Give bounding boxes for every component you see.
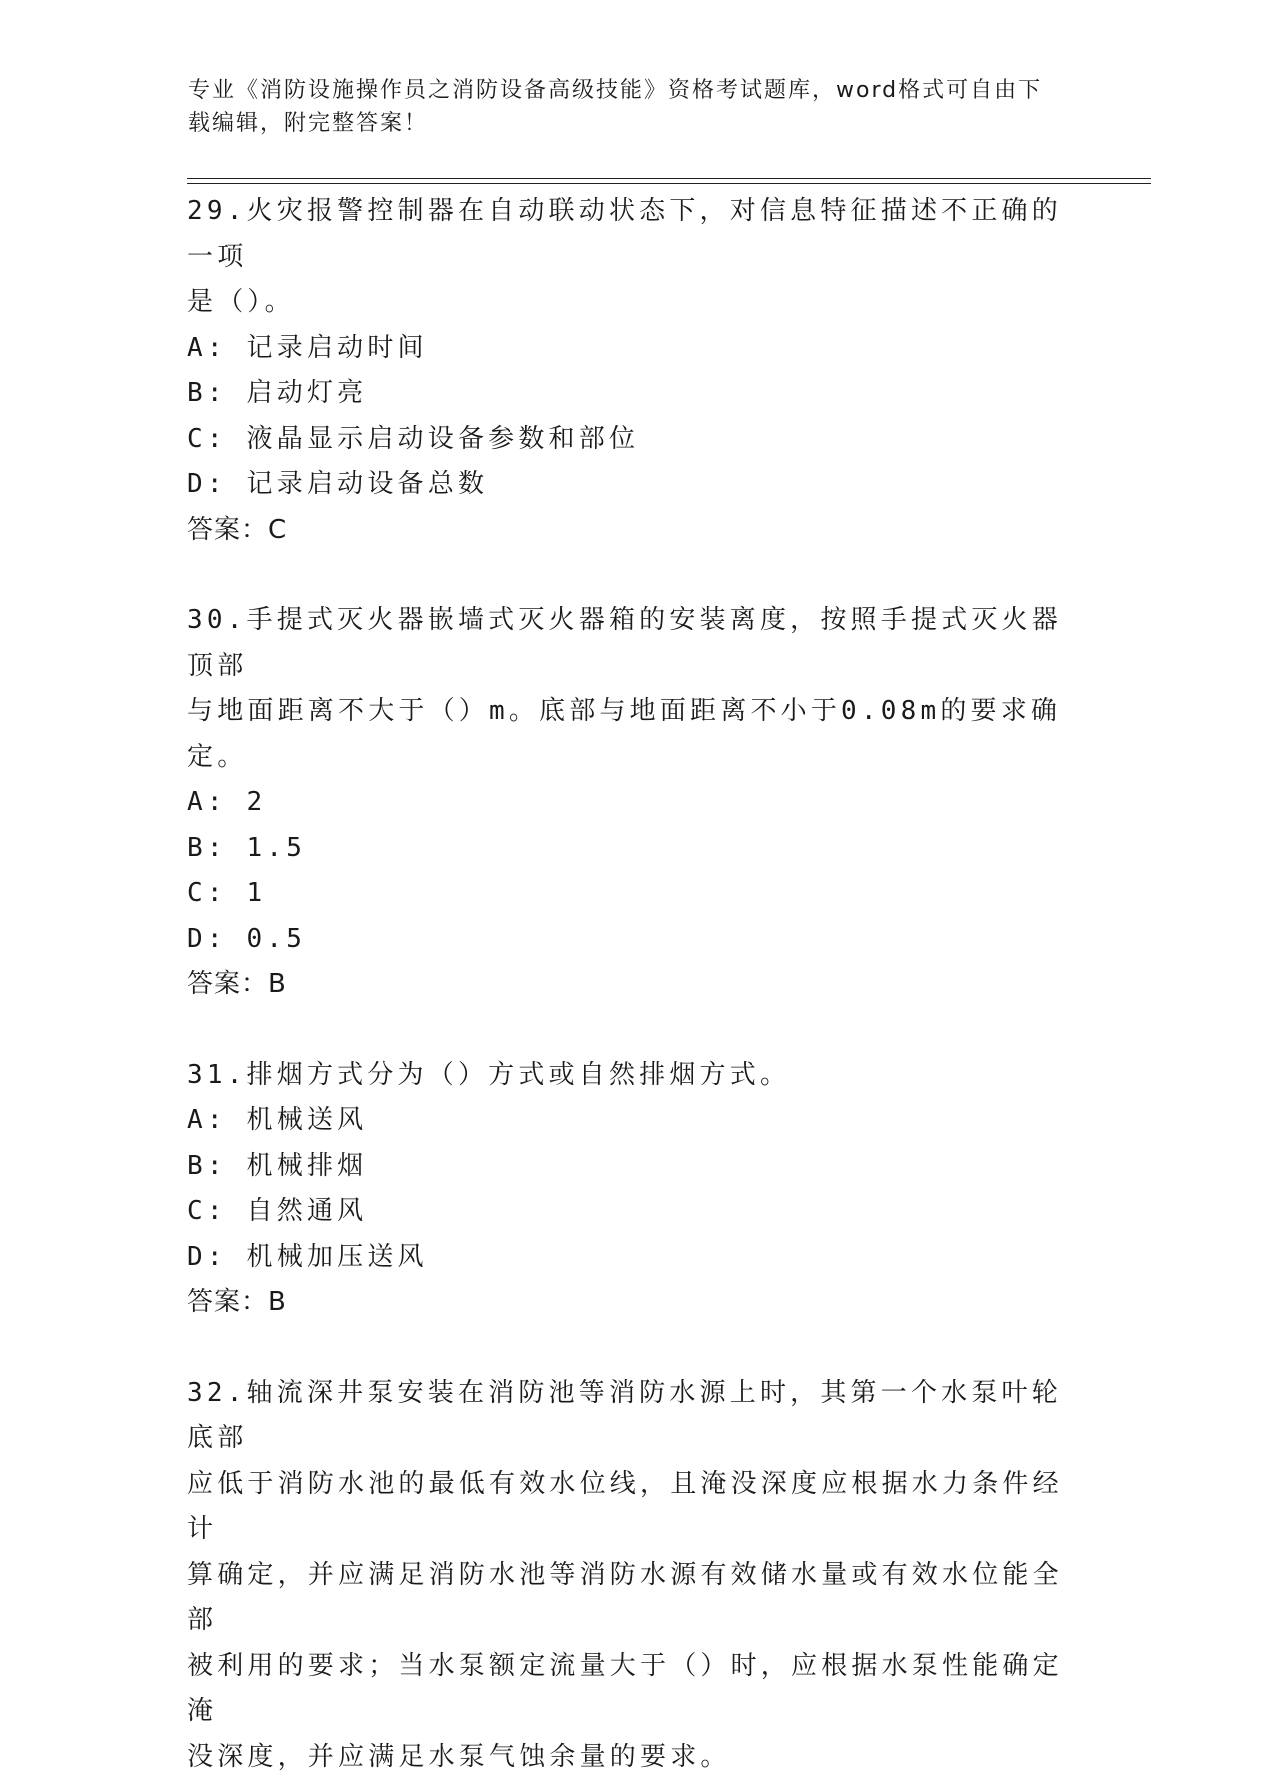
question-list (187, 189, 1087, 1780)
document-header (188, 74, 1078, 140)
option-c: C: 液晶显示启动设备参数和部位 (187, 417, 1087, 463)
question-stem-line: 没深度，并应满足水泵气蚀余量的要求。 (187, 1735, 1087, 1780)
header-line-2: 载编辑，附完整答案！ (188, 107, 1078, 140)
option-b: B: 1.5 (187, 826, 1087, 872)
answer-line: 答案：B (187, 1280, 1087, 1326)
question-stem-line: 29.火灾报警控制器在自动联动状态下，对信息特征描述不正确的一项 (187, 189, 1087, 280)
question-spacer (187, 1326, 1087, 1371)
option-d: D: 机械加压送风 (187, 1235, 1087, 1281)
question-spacer (187, 1008, 1087, 1053)
question-stem-line: 31.排烟方式分为（）方式或自然排烟方式。 (187, 1053, 1087, 1099)
header-line-1: 专业《消防设施操作员之消防设备高级技能》资格考试题库，word格式可自由下 (188, 74, 1078, 107)
question-31 (187, 1053, 1087, 1326)
option-c: C: 自然通风 (187, 1189, 1087, 1235)
question-29 (187, 189, 1087, 553)
option-c: C: 1 (187, 871, 1087, 917)
option-b: B: 机械排烟 (187, 1144, 1087, 1190)
question-stem-line: 30.手提式灭火器嵌墙式灭火器箱的安装离度，按照手提式灭火器顶部 (187, 598, 1087, 689)
option-d: D: 0.5 (187, 917, 1087, 963)
question-stem-line: 应低于消防水池的最低有效水位线，且淹没深度应根据水力条件经计 (187, 1462, 1087, 1553)
question-30 (187, 598, 1087, 1008)
option-a: A: 记录启动时间 (187, 326, 1087, 372)
header-rule-bottom (187, 183, 1151, 184)
question-stem-line: 是（）。 (187, 280, 1087, 326)
option-a: A: 2 (187, 780, 1087, 826)
answer-line: 答案：B (187, 962, 1087, 1008)
option-d: D: 记录启动设备总数 (187, 462, 1087, 508)
question-stem-line: 算确定，并应满足消防水池等消防水源有效储水量或有效水位能全部 (187, 1553, 1087, 1644)
question-spacer (187, 553, 1087, 598)
option-a: A: 机械送风 (187, 1098, 1087, 1144)
header-rule-top (187, 178, 1151, 179)
answer-line: 答案：C (187, 508, 1087, 554)
question-stem-line: 32.轴流深井泵安装在消防池等消防水源上时，其第一个水泵叶轮底部 (187, 1371, 1087, 1462)
question-stem-line: 与地面距离不大于（）m。底部与地面距离不小于0.08m的要求确定。 (187, 689, 1087, 780)
question-32 (187, 1371, 1087, 1780)
question-stem-line: 被利用的要求；当水泵额定流量大于（）时，应根据水泵性能确定淹 (187, 1644, 1087, 1735)
option-b: B: 启动灯亮 (187, 371, 1087, 417)
